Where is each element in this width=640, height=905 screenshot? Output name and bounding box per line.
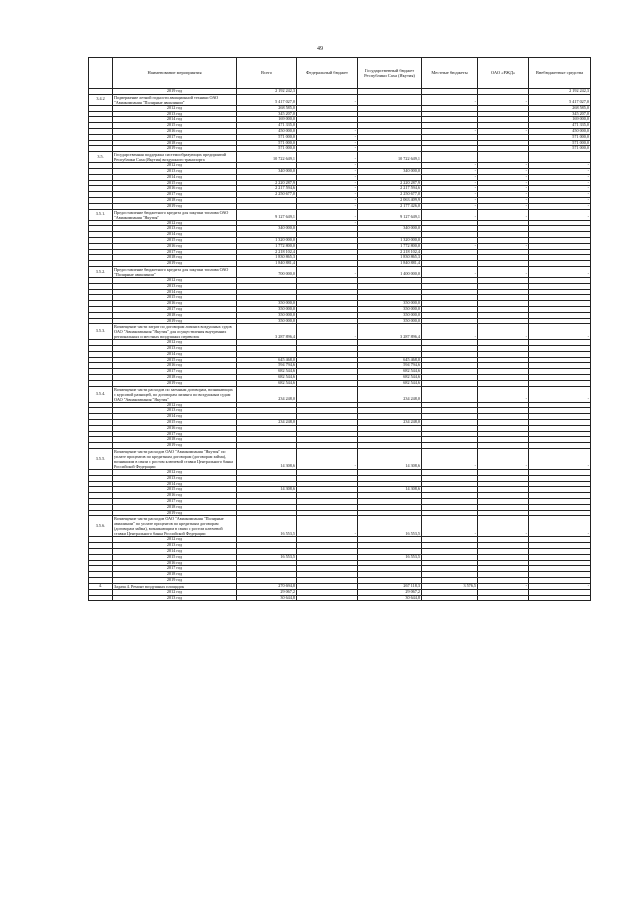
row-value: - <box>297 168 358 174</box>
header-republic: Государственный бюджет Республики Саха (Якутия) <box>358 58 422 89</box>
row-value: 16 553,5 <box>358 554 422 560</box>
row-value: - <box>529 583 591 589</box>
row-value: 2 217 594,6 <box>358 186 422 192</box>
row-value: - <box>297 324 358 340</box>
row-value: 1 772 800,0 <box>237 243 297 249</box>
row-year: 2018 год <box>113 197 237 203</box>
row-year: 2018 год <box>113 312 237 318</box>
row-value: - <box>422 94 478 105</box>
row-number: 3.5.3. <box>89 324 113 340</box>
row-value: 5 417 027,0 <box>237 94 297 105</box>
row-value: - <box>422 163 478 169</box>
row-value: 268 585,0 <box>237 105 297 111</box>
row-value: 471 335,0 <box>237 123 297 129</box>
row-value: - <box>297 174 358 180</box>
row-year: 2019 год <box>113 578 237 584</box>
row-value: 2 192 242,3 <box>529 89 591 95</box>
row-value: - <box>422 516 478 537</box>
row-value: - <box>478 128 529 134</box>
row-year: 2019 год <box>113 261 237 267</box>
row-name: Возмещение части расходов ОАО "Авиакомпания "Якутия" по уплате процентов по кредитным договорам (договорам займа), возникшим в связи с ростом ключевой ставки Центрального банка Российской Федерации <box>113 449 237 470</box>
row-value: 1 830 865,3 <box>237 255 297 261</box>
row-year: 2019 год <box>113 510 237 516</box>
row-value: 571 000,0 <box>237 146 297 152</box>
row-number-empty <box>89 595 113 601</box>
row-year: 2013 год <box>113 168 237 174</box>
row-value: 340 000,0 <box>358 226 422 232</box>
header-name: Наименование мероприятия <box>113 58 237 89</box>
row-year: 2014 год <box>113 549 237 555</box>
row-value: 268 585,0 <box>529 105 591 111</box>
row-year: 2016 год <box>113 363 237 369</box>
row-value: - <box>422 180 478 186</box>
row-value: 345 207,0 <box>237 111 297 117</box>
row-value: - <box>478 186 529 192</box>
row-year: 2017 год <box>113 306 237 312</box>
row-year: 2018 год <box>113 572 237 578</box>
row-value: - <box>529 174 591 180</box>
table-row-item <box>89 94 591 105</box>
row-year: 2012 год <box>113 340 237 346</box>
row-value: - <box>529 209 591 220</box>
row-value: 645 468,0 <box>358 357 422 363</box>
row-value: 16 553,5 <box>358 516 422 537</box>
table-row-item <box>89 324 591 340</box>
row-year: 2016 год <box>113 128 237 134</box>
row-value <box>358 94 422 105</box>
row-value: 350 000,0 <box>358 301 422 307</box>
row-year: 2013 год <box>113 475 237 481</box>
row-year: 2017 год <box>113 431 237 437</box>
row-year: 2016 год <box>113 425 237 431</box>
row-value: - <box>297 140 358 146</box>
row-value: - <box>297 186 358 192</box>
row-value: 2 250 677,0 <box>358 192 422 198</box>
row-value: 2 063 409,9 <box>358 197 422 203</box>
row-value: 340 000,0 <box>237 168 297 174</box>
table-row-year <box>89 595 591 601</box>
row-year: 2019 год <box>113 318 237 324</box>
row-value: 594 794,6 <box>358 363 422 369</box>
row-year: 2015 год <box>113 420 237 426</box>
row-value: 571 000,0 <box>529 134 591 140</box>
row-value: 30 644,8 <box>358 595 422 601</box>
row-value: - <box>297 449 358 470</box>
row-value: 2 217 594,6 <box>237 186 297 192</box>
row-name: Государственная поддержка системообразующих предприятий Республики Саха (Якутия) воздушного транспорта <box>113 152 237 163</box>
row-value: 571 000,0 <box>529 146 591 152</box>
row-year: 2014 год <box>113 289 237 295</box>
row-year: 2015 год <box>113 357 237 363</box>
row-value: 2 177 426,0 <box>358 203 422 209</box>
row-number: 4. <box>89 583 113 589</box>
row-value: - <box>478 180 529 186</box>
row-value: 350 000,0 <box>358 312 422 318</box>
header-federal: Федеральный бюджет <box>297 58 358 89</box>
row-number: 3.5.4. <box>89 386 113 402</box>
row-value: - <box>422 243 478 249</box>
row-value: 2 220 287,9 <box>358 180 422 186</box>
row-year: 2013 год <box>113 346 237 352</box>
row-year: 2012 год <box>113 220 237 226</box>
row-value: - <box>478 209 529 220</box>
row-value: - <box>478 324 529 340</box>
page-number: 49 <box>317 46 323 52</box>
row-value: 14 308,6 <box>358 487 422 493</box>
row-year: 2017 год <box>113 249 237 255</box>
row-value: 3 287 896,4 <box>358 324 422 340</box>
row-year: 2014 год <box>113 232 237 238</box>
row-value: - <box>422 168 478 174</box>
row-year: 2012 год <box>113 589 237 595</box>
row-year: 2014 год <box>113 414 237 420</box>
row-value: 234 248,0 <box>237 420 297 426</box>
row-value: - <box>529 386 591 402</box>
row-value: - <box>422 324 478 340</box>
row-value <box>297 595 358 601</box>
row-year: 2013 год <box>113 111 237 117</box>
row-number: 3.5.6. <box>89 516 113 537</box>
row-year: 2017 год <box>113 566 237 572</box>
row-value: - <box>297 180 358 186</box>
row-value: 2 218 102,4 <box>237 249 297 255</box>
row-value: - <box>422 203 478 209</box>
row-value: 450 000,0 <box>237 128 297 134</box>
row-value: - <box>478 516 529 537</box>
row-year: 2015 год <box>113 123 237 129</box>
row-value: 16 553,5 <box>237 516 297 537</box>
row-value: 350 000,0 <box>358 306 422 312</box>
row-year: 2015 год <box>113 487 237 493</box>
row-year: 2016 год <box>113 301 237 307</box>
row-value: 682 544,6 <box>358 380 422 386</box>
row-year: 2013 год <box>113 408 237 414</box>
table-header-row <box>89 58 591 89</box>
row-year: 2017 год <box>113 369 237 375</box>
row-name: Предоставление бюджетного кредита для закупки топлива ОАО "Авиакомпания "Якутия" <box>113 209 237 220</box>
row-value: 471 335,0 <box>529 123 591 129</box>
row-value: 9 127 649,1 <box>237 209 297 220</box>
row-value: - <box>297 197 358 203</box>
row-value: - <box>478 203 529 209</box>
budget-table <box>88 57 591 601</box>
row-name: Возмещение части расходов ОАО "Авиакомпания "Полярные авиалинии" по уплате процентов по кредитным договорам (договорам займа), возникающим в связи с ростом ключевой ставки Центрального банка Российской Федерации <box>113 516 237 537</box>
row-year: 2012 год <box>113 470 237 476</box>
row-year: 2013 год <box>113 226 237 232</box>
row-value: - <box>478 163 529 169</box>
row-year: 2014 год <box>113 351 237 357</box>
row-value: 3 576,5 <box>422 583 478 589</box>
row-value: - <box>297 209 358 220</box>
row-value: 9 127 649,1 <box>358 209 422 220</box>
row-name: Задача 4. Ремонт воздушных площадок <box>113 583 237 589</box>
row-year: 2013 год <box>113 595 237 601</box>
row-value: 594 794,6 <box>237 363 297 369</box>
row-value: 267 118,3 <box>358 583 422 589</box>
row-value: - <box>297 94 358 105</box>
row-name: Возмещение части расходов по заемным договорам, возникающих с курсовой разницей, по договорам лизинга по воздушным судам ОАО "Авиакомпания "Якутия" <box>113 386 237 402</box>
row-value: - <box>297 220 358 226</box>
row-value: - <box>422 186 478 192</box>
row-value <box>478 152 529 163</box>
row-value: 345 207,0 <box>529 111 591 117</box>
table-row-item <box>89 209 591 220</box>
row-value: 350 000,0 <box>237 318 297 324</box>
row-year: 2017 год <box>113 499 237 505</box>
row-value: 14 308,6 <box>237 487 297 493</box>
row-value: - <box>478 174 529 180</box>
row-value: 682 544,6 <box>237 380 297 386</box>
row-value: - <box>422 197 478 203</box>
row-value: - <box>422 449 478 470</box>
row-year: 2019 год <box>113 380 237 386</box>
row-value: - <box>529 186 591 192</box>
row-value: 700 000,0 <box>237 266 297 277</box>
row-value: 350 000,0 <box>358 318 422 324</box>
row-name: Подвержение летной годности авиационной техники ОАО "Авиакомпания "Полярные авиалинии" <box>113 94 237 105</box>
row-value: - <box>297 266 358 277</box>
row-value: 2 218 102,4 <box>358 249 422 255</box>
row-year: 2019 год <box>113 146 237 152</box>
row-value: - <box>422 192 478 198</box>
row-value: - <box>297 163 358 169</box>
row-value: - <box>529 516 591 537</box>
row-value: - <box>297 128 358 134</box>
row-year: 2012 год <box>113 537 237 543</box>
row-value: 450 000,0 <box>529 128 591 134</box>
row-value: - <box>297 134 358 140</box>
row-value: - <box>529 192 591 198</box>
row-year: 2012 год <box>113 402 237 408</box>
row-year: 2014 год <box>113 174 237 180</box>
row-year: 2016 год <box>113 560 237 566</box>
row-value: 1 840 881,4 <box>358 261 422 267</box>
row-value: 30 644,8 <box>237 595 297 601</box>
row-number: 3.5.2. <box>89 266 113 277</box>
table-row-item <box>89 386 591 402</box>
row-value: 340 000,0 <box>237 226 297 232</box>
row-value: 1 830 865,3 <box>358 255 422 261</box>
row-value: - <box>529 449 591 470</box>
row-value: 1 840 881,4 <box>237 261 297 267</box>
row-value: 14 308,6 <box>358 449 422 470</box>
row-year: 2018 год <box>113 140 237 146</box>
row-number: 3.5.5. <box>89 449 113 470</box>
header-extrabudget: Внебюджетные средства <box>529 58 591 89</box>
header-rzd: ОАО «РЖД» <box>478 58 529 89</box>
row-value: 16 553,5 <box>237 554 297 560</box>
row-number: 3.5. <box>89 152 113 163</box>
row-number: 3.4.2 <box>89 94 113 105</box>
row-value: - <box>297 152 358 163</box>
row-year: 2019 год <box>113 443 237 449</box>
row-value: 29 067,2 <box>358 589 422 595</box>
row-year: 2012 год <box>113 163 237 169</box>
table-row-item <box>89 449 591 470</box>
row-value: 1 400 000,0 <box>358 266 422 277</box>
row-value: - <box>422 209 478 220</box>
row-value: 234 248,0 <box>237 386 297 402</box>
row-name: Предоставление бюджетного кредита для закупки топлива ОАО "Полярные авиалинии" <box>113 266 237 277</box>
row-value: 1 772 800,0 <box>358 243 422 249</box>
row-year: 2013 год <box>113 543 237 549</box>
row-value: - <box>529 197 591 203</box>
row-year: 2013 год <box>113 283 237 289</box>
row-value: 682 544,6 <box>237 375 297 381</box>
row-value: - <box>529 168 591 174</box>
row-value: 5 417 027,0 <box>529 94 591 105</box>
table-row-item <box>89 266 591 277</box>
row-year: 2016 год <box>113 493 237 499</box>
row-value: 571 000,0 <box>237 134 297 140</box>
row-value: - <box>478 192 529 198</box>
row-year: 2012 год <box>113 277 237 283</box>
row-number: 3.5.1. <box>89 209 113 220</box>
row-value: - <box>297 192 358 198</box>
row-year: 2018 год <box>113 375 237 381</box>
row-value: - <box>478 197 529 203</box>
header-local: Местные бюджеты <box>422 58 478 89</box>
row-value: - <box>422 128 478 134</box>
row-value: 2 250 677,0 <box>237 192 297 198</box>
row-value: - <box>478 168 529 174</box>
row-value: 350 000,0 <box>237 312 297 318</box>
row-value: 350 000,0 <box>237 306 297 312</box>
row-value: - <box>297 146 358 152</box>
row-year: 2017 год <box>113 134 237 140</box>
row-value: 270 694,8 <box>237 583 297 589</box>
row-value: 1 320 000,0 <box>237 237 297 243</box>
row-value <box>478 595 529 601</box>
row-value: - <box>297 203 358 209</box>
row-value: - <box>478 94 529 105</box>
row-value: 2 192 242,3 <box>237 89 297 95</box>
table-body <box>89 89 591 601</box>
row-value <box>422 152 478 163</box>
row-year: 2019 год <box>113 203 237 209</box>
row-value: 10 722 649,1 <box>358 152 422 163</box>
header-total: Всего <box>237 58 297 89</box>
row-value: - <box>529 266 591 277</box>
table-row-item <box>89 152 591 163</box>
row-year: 2014 год <box>113 481 237 487</box>
row-value: 350 000,0 <box>237 301 297 307</box>
row-value: - <box>478 266 529 277</box>
row-value: 682 544,6 <box>358 375 422 381</box>
row-value: 682 544,6 <box>237 369 297 375</box>
row-value: - <box>529 324 591 340</box>
row-year: 2014 год <box>113 117 237 123</box>
row-year: 2018 год <box>113 437 237 443</box>
table-row-item <box>89 516 591 537</box>
row-value: 234 248,0 <box>358 420 422 426</box>
header-number <box>89 58 113 89</box>
row-year: 2015 год <box>113 180 237 186</box>
row-value: 29 067,2 <box>237 589 297 595</box>
row-year: 2019 год <box>113 89 237 95</box>
row-year: 2015 год <box>113 295 237 301</box>
row-value: 169 000,0 <box>237 117 297 123</box>
row-value: - <box>529 163 591 169</box>
row-value <box>529 152 591 163</box>
row-name: Возмещение части затрат по договорам лизинга воздушных судов ОАО "Авиакомпания "Якутия" для осуществления внутренних региональных и местных воздушных перевозок <box>113 324 237 340</box>
row-value: - <box>297 516 358 537</box>
row-value: 340 000,0 <box>358 168 422 174</box>
row-value <box>529 595 591 601</box>
row-value: 10 722 649,1 <box>237 152 297 163</box>
row-year: 2018 год <box>113 255 237 261</box>
row-value: - <box>478 243 529 249</box>
row-value: 2 220 287,9 <box>237 180 297 186</box>
row-value <box>422 595 478 601</box>
row-year: 2015 год <box>113 554 237 560</box>
row-year: 2012 год <box>113 105 237 111</box>
row-value: 571 000,0 <box>529 140 591 146</box>
row-value: 14 308,6 <box>237 449 297 470</box>
row-value: - <box>478 386 529 402</box>
row-value: 3 287 896,4 <box>237 324 297 340</box>
row-value: - <box>478 583 529 589</box>
row-value: - <box>529 203 591 209</box>
row-value: 571 000,0 <box>237 140 297 146</box>
row-value: - <box>422 174 478 180</box>
row-value <box>297 386 358 402</box>
row-value: - <box>422 266 478 277</box>
row-value: 645 468,0 <box>237 357 297 363</box>
row-year: 2016 год <box>113 186 237 192</box>
row-value: 234 248,0 <box>358 386 422 402</box>
row-year: 2017 год <box>113 192 237 198</box>
row-year: 2015 год <box>113 237 237 243</box>
row-year: 2016 год <box>113 243 237 249</box>
row-value: - <box>529 180 591 186</box>
row-value: 1 320 000,0 <box>358 237 422 243</box>
row-value: 682 544,6 <box>358 369 422 375</box>
row-year: 2018 год <box>113 504 237 510</box>
row-value: - <box>478 449 529 470</box>
row-value: 169 000,0 <box>529 117 591 123</box>
row-value <box>422 386 478 402</box>
